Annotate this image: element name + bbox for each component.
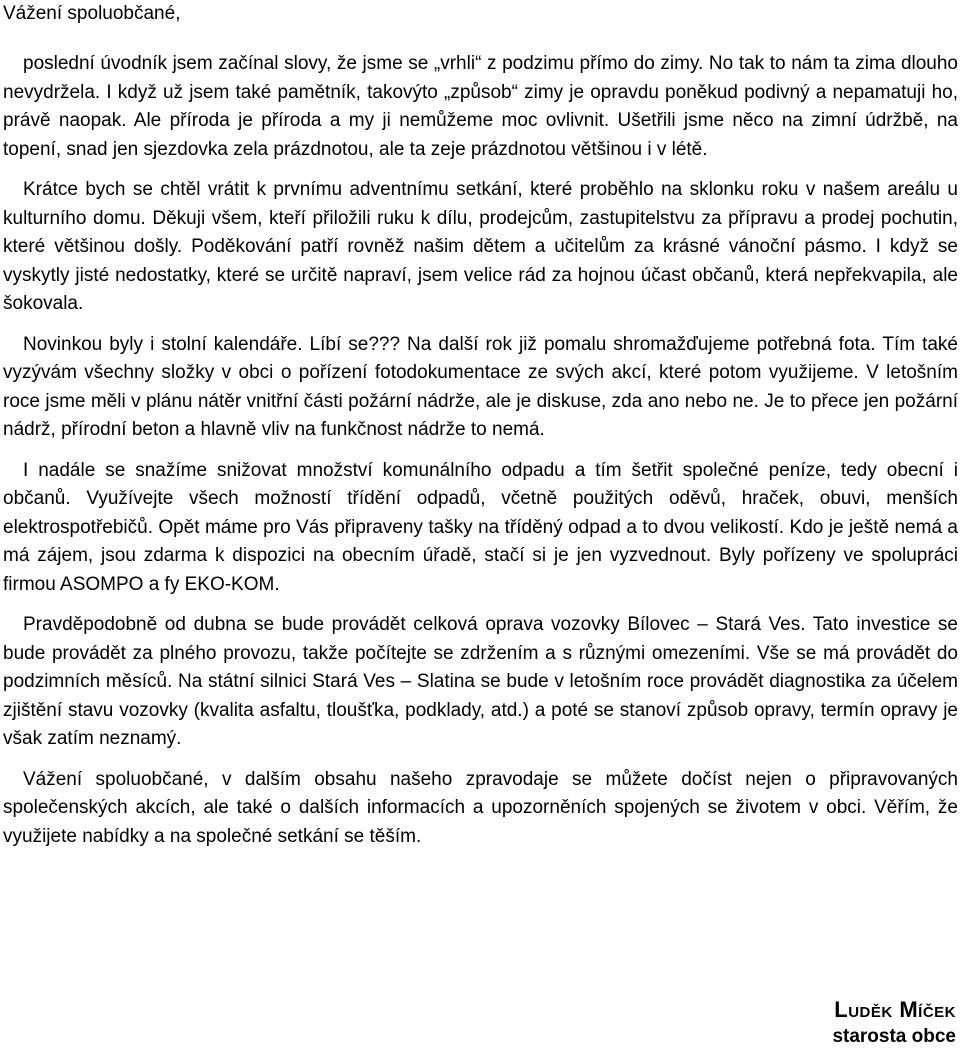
paragraph-closing: Vážení spoluobčané, v dalším obsahu našeho zpravodaje se můžete dočíst nejen o připravovaných společenských akcích, ale také o dalších informacích a upozorněních spojených se životem v obci. Věřím, že využijete nabídky a na společné setkání se těším.: [3, 768, 958, 847]
salutation: Vážení spoluobčané,: [3, 3, 181, 24]
paragraph-advent: Krátce bych se chtěl vrátit k prvnímu adventnímu setkání, které proběhlo na sklonku roku v našem areálu u kulturního domu. Děkuji všem, kteří přiložili ruku k dílu, prodejcům, zastupitelstvu za přípravu a prodej pochutin, které většinou došly. Poděkování patří rovněž našim dětem a učitelům za krásné vánoční pásmo. I když se vyskytly jisté nedostatky, které se určitě napraví, jsem velice rád za hojnou účast občanů, která nepřekvapila, ale šokovala.: [3, 179, 958, 314]
signature-name: Luděk Míček: [834, 997, 956, 1022]
signature-role: starosta obce: [832, 1026, 956, 1047]
letter-page: [3, 0, 958, 851]
signature-block: [832, 996, 956, 1050]
paragraph-calendars: Novinkou byly i stolní kalendáře. Líbí se??? Na další rok již pomalu shromažďujeme potřebná fota. Tím také vyzývám všechny složky v obci o pořízení fotodokumentace ze svých akcí, které potom využijeme. V letošním roce jsme měli v plánu nátěr vnitřní části požární nádrže, ale je diskuse, zda ano nebo ne. Je to přece jen požární nádrž, přírodní beton a hlavně vliv na funkčnost nádrže to nemá.: [3, 333, 958, 440]
paragraph-road-repair: Pravděpodobně od dubna se bude provádět celková oprava vozovky Bílovec – Stará Ves. Tato investice se bude provádět za plného provozu, takže počítejte se zdržením a s různými omezeními. Vše se má provádět do podzimních měsíců. Na státní silnici Stará Ves – Slatina se bude v letošním roce provádět diagnostika za účelem zjištění stavu vozovky (kvalita asfaltu, tloušťka, podklady, atd.) a poté se stanoví způsob opravy, termín opravy je však zatím neznamý.: [3, 614, 958, 749]
paragraph-waste: I nadále se snažíme snižovat množství komunálního odpadu a tím šetřit společné peníze, tedy obecní i občanů. Využívejte všech možností třídění odpadů, včetně použitých oděvů, hraček, obuvi, menších elektrospotřebičů. Opět máme pro Vás připraveny tašky na tříděný odpad a to dvou velikostí. Kdo je ještě nemá a má zájem, jsou zdarma k dispozici na obecním úřadě, stačí si je jen vyzvednout. Byly pořízeny ve spolupráci firmou ASOMPO a fy EKO-KOM.: [3, 459, 958, 595]
paragraph-winter: poslední úvodník jsem začínal slovy, že jsme se „vrhli“ z podzimu přímo do zimy. No tak to nám ta zima dlouho nevydržela. I když už jsem také pamětník, takovýto „způsob“ zimy je opravdu poněkud podivný a nepamatuji ho, právě naopak. Ale příroda je příroda a my ji nemůžeme moc ovlivnit. Ušetřili jsme něco na zimní údržbě, na topení, snad jen sjezdovka zela prázdnotou, ale ta zeje prázdnotou většinou i v létě.: [3, 53, 958, 160]
